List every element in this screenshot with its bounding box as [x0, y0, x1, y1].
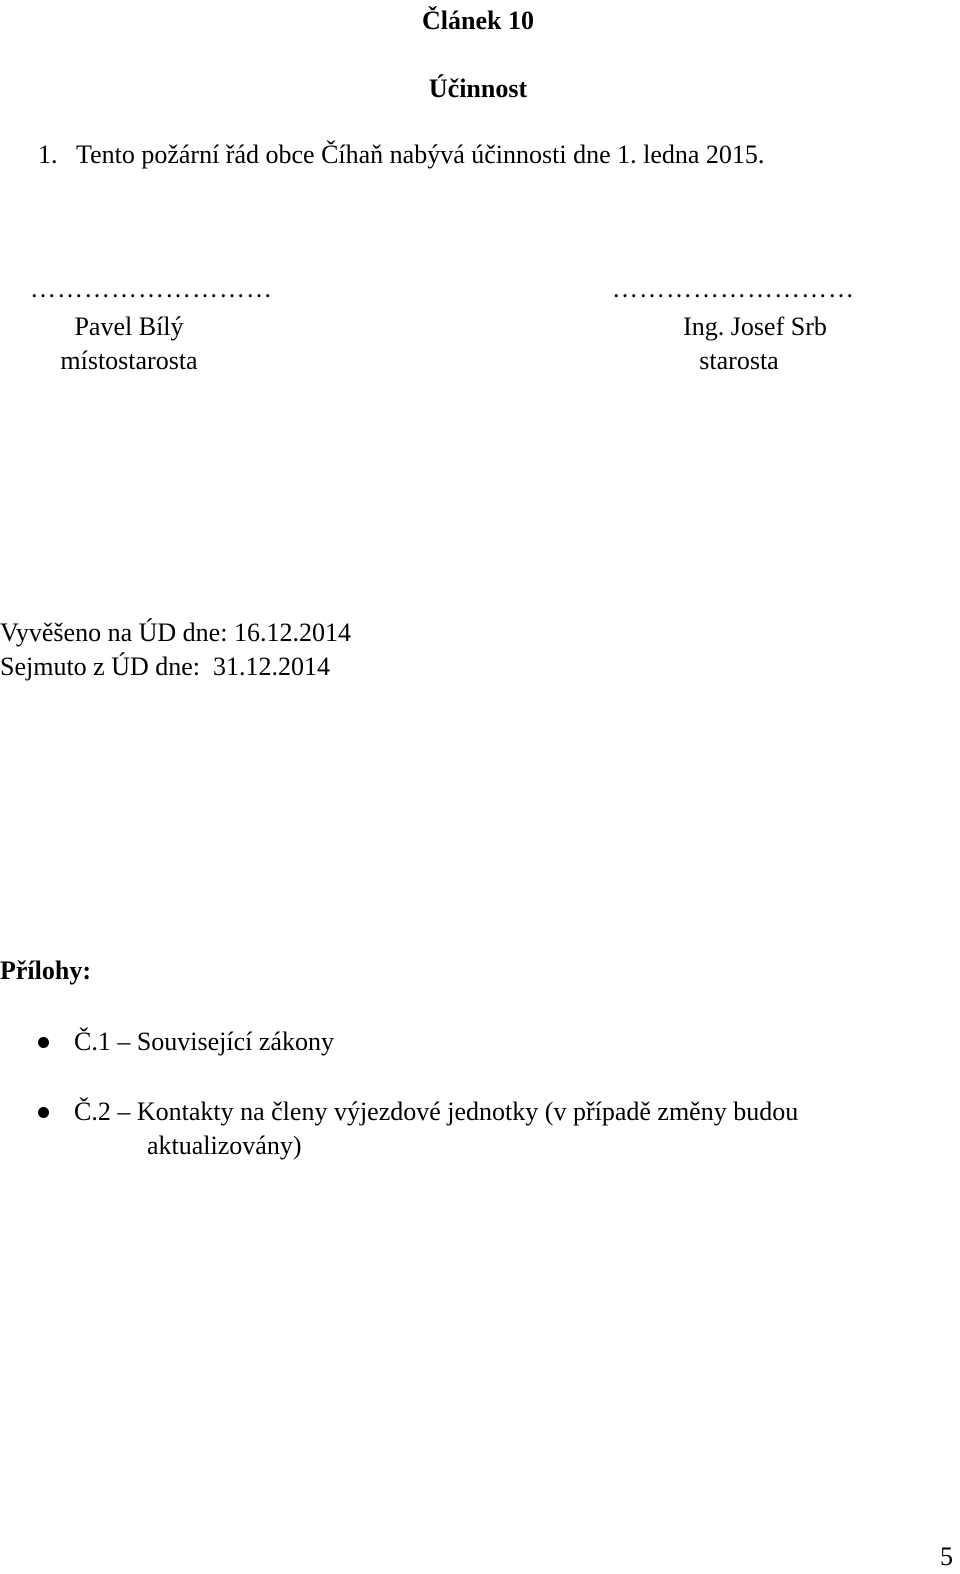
removed-date-line: Sejmuto z ÚD dne: 31.12.2014 [0, 652, 331, 681]
attachment-item-continuation: aktualizovány) [147, 1131, 302, 1160]
clause-text: Tento požární řád obce Číhaň nabývá účinnosti dne 1. ledna 2015. [76, 140, 765, 169]
bullet-icon [38, 1037, 49, 1048]
bullet-icon [38, 1107, 49, 1118]
signatory-role-right: starosta [699, 346, 779, 375]
clause-number: 1. [38, 140, 58, 169]
attachment-item: Č.1 – Související zákony [74, 1027, 334, 1056]
signatory-role-left: místostarosta [60, 346, 198, 375]
attachments-heading: Přílohy: [0, 956, 91, 985]
signatory-name-right: Ing. Josef Srb [683, 312, 827, 341]
posted-date-line: Vyvěšeno na ÚD dne: 16.12.2014 [0, 618, 351, 647]
signatory-name-left: Pavel Bílý [74, 312, 184, 341]
clause-paragraph [38, 138, 764, 172]
article-title: Účinnost [428, 74, 528, 103]
page-number: 5 [940, 1542, 953, 1571]
article-heading: Článek 10 [422, 6, 534, 35]
attachment-item: Č.2 – Kontakty na členy výjezdové jednotky (v případě změny budou [74, 1097, 799, 1126]
signature-line-right: ……………………… [612, 274, 855, 303]
signature-line-left: ……………………… [30, 274, 273, 303]
